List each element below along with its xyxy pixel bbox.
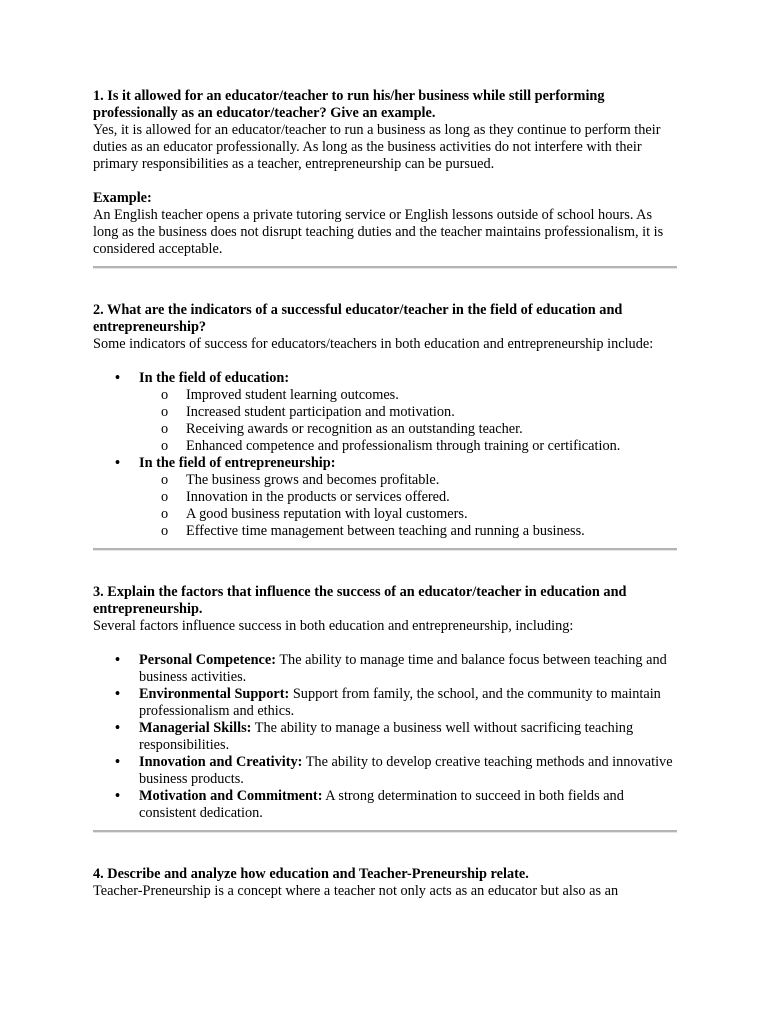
list-item — [139, 523, 677, 540]
group-heading: In the field of entrepreneurship: — [139, 455, 336, 471]
section-3 — [93, 584, 677, 833]
factor-text: Support from family, the school, and the community to maintain professionalism and ethics. — [139, 686, 661, 719]
list-item — [93, 754, 677, 788]
section-4 — [93, 866, 677, 900]
list-item-text: Effective time management between teaching and running a business. — [186, 523, 585, 539]
bullet-icon: • — [115, 370, 121, 386]
bullet-icon: • — [115, 686, 121, 702]
bullet-icon: • — [115, 455, 121, 471]
list-item-text: The business grows and becomes profitable. — [186, 472, 440, 488]
factor-term: Managerial Skills: — [139, 720, 252, 736]
factor-text: A strong determination to succeed in both fields and consistent dedication. — [139, 788, 624, 821]
list-item-text: Improved student learning outcomes. — [186, 387, 399, 403]
question-4: 4. Describe and analyze how education and Teacher-Preneurship relate. — [93, 866, 529, 882]
list-item — [93, 686, 677, 720]
list-item-text: Receiving awards or recognition as an outstanding teacher. — [186, 421, 523, 437]
factor-term: Motivation and Commitment: — [139, 788, 323, 804]
list-item — [93, 720, 677, 754]
list-item — [139, 489, 677, 506]
section-3-intro: Several factors influence success in both education and entrepreneurship, including: — [93, 618, 574, 634]
list-item — [139, 421, 677, 438]
sub-list — [139, 387, 677, 455]
section-1 — [93, 88, 677, 269]
list-item — [93, 370, 677, 455]
factor-text: The ability to manage a business well without sacrificing teaching responsibilities. — [139, 720, 634, 753]
circle-bullet-icon: o — [161, 489, 169, 505]
answer-1: Yes, it is allowed for an educator/teacher to run a business as long as they continue to perform their duties as an educator professionally. As long as the business activities do not interfere with their primary responsibilities as a teacher, entrepreneurship can be pursued. — [93, 122, 661, 172]
section-4-text: Teacher-Preneurship is a concept where a teacher not only acts as an educator but also as an — [93, 883, 619, 899]
factor-text: The ability to develop creative teaching methods and innovative business products. — [139, 754, 673, 787]
list-item-text: Increased student participation and motivation. — [186, 404, 455, 420]
list-item-text: Enhanced competence and professionalism through training or certification. — [186, 438, 621, 454]
factor-text: The ability to manage time and balance focus between teaching and business activities. — [139, 652, 667, 685]
bullet-icon: • — [115, 788, 121, 804]
question-1: 1. Is it allowed for an educator/teacher to run his/her business while still performing professionally as an educator/teacher? Give an example. — [93, 88, 605, 121]
divider — [93, 830, 677, 833]
factor-list — [93, 652, 677, 822]
list-item — [93, 788, 677, 822]
bullet-icon: • — [115, 754, 121, 770]
circle-bullet-icon: o — [161, 404, 169, 420]
circle-bullet-icon: o — [161, 421, 169, 437]
list-item-text: A good business reputation with loyal customers. — [186, 506, 468, 522]
bullet-icon: • — [115, 652, 121, 668]
indicator-list — [93, 370, 677, 540]
circle-bullet-icon: o — [161, 523, 169, 539]
divider — [93, 548, 677, 551]
list-item — [93, 652, 677, 686]
factor-term: Personal Competence: — [139, 652, 276, 668]
list-item — [139, 506, 677, 523]
group-heading: In the field of education: — [139, 370, 290, 386]
example-heading: Example: — [93, 190, 152, 206]
section-2-intro: Some indicators of success for educators/teachers in both education and entrepreneurship include: — [93, 336, 654, 352]
factor-term: Environmental Support: — [139, 686, 290, 702]
circle-bullet-icon: o — [161, 472, 169, 488]
circle-bullet-icon: o — [161, 387, 169, 403]
bullet-icon: • — [115, 720, 121, 736]
section-2 — [93, 302, 677, 551]
list-item — [139, 387, 677, 404]
sub-list — [139, 472, 677, 540]
list-item — [139, 438, 677, 455]
list-item-text: Innovation in the products or services offered. — [186, 489, 450, 505]
list-item — [139, 404, 677, 421]
example-text: An English teacher opens a private tutoring service or English lessons outside of school hours. As long as the business does not disrupt teaching duties and the teacher maintains professionalism, it is considered acceptable. — [93, 207, 664, 257]
circle-bullet-icon: o — [161, 506, 169, 522]
list-item — [93, 455, 677, 540]
circle-bullet-icon: o — [161, 438, 169, 454]
list-item — [139, 472, 677, 489]
question-3: 3. Explain the factors that influence the success of an educator/teacher in education and entrepreneurship. — [93, 584, 627, 617]
factor-term: Innovation and Creativity: — [139, 754, 303, 770]
document-content — [93, 88, 677, 900]
divider — [93, 266, 677, 269]
question-2: 2. What are the indicators of a successful educator/teacher in the field of education and entrepreneurship? — [93, 302, 623, 335]
